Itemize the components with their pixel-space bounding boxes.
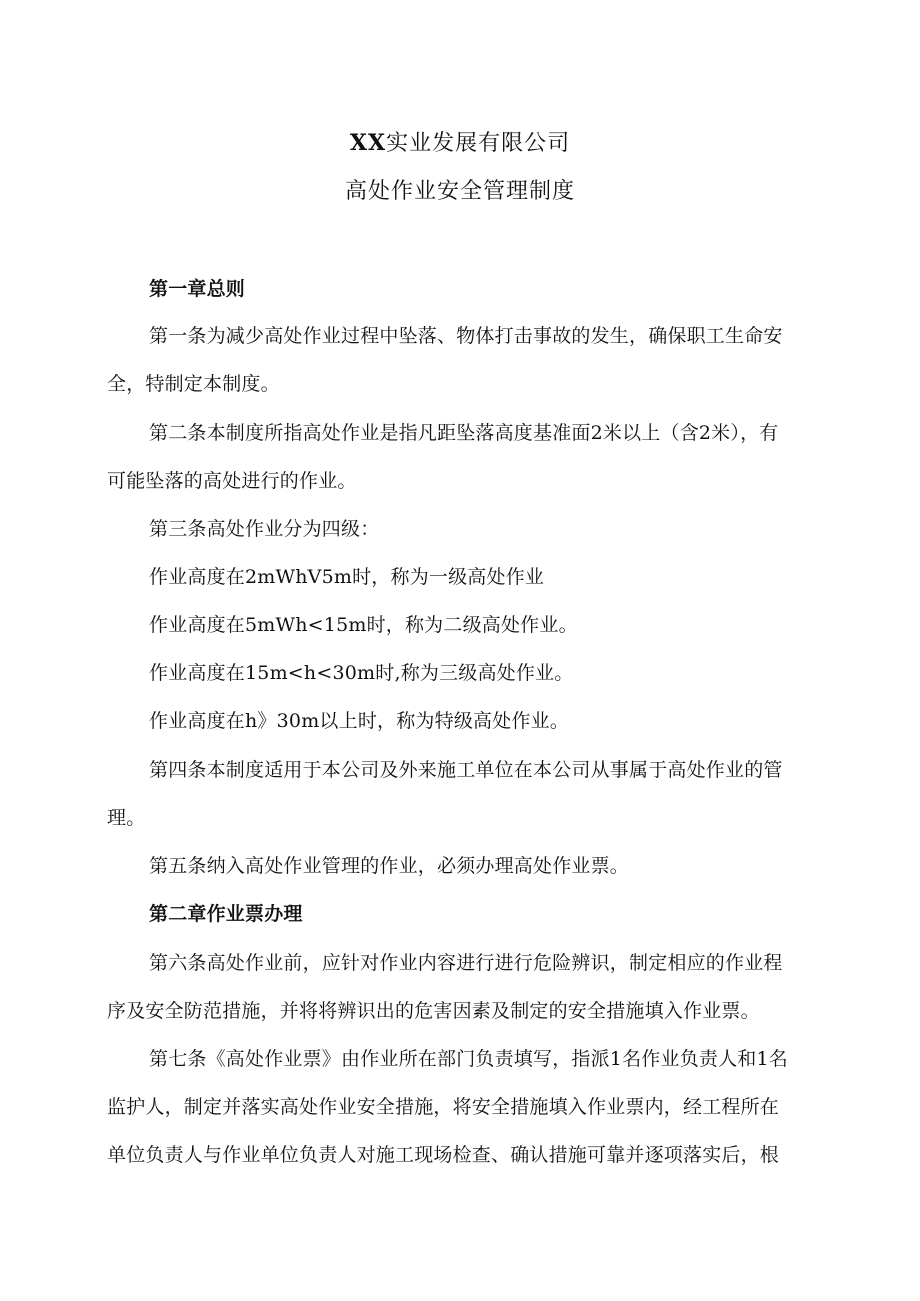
company-name: 实业发展有限公司: [386, 131, 571, 156]
paragraph-line: 序及安全防范措施，并将将辨识出的危害因素及制定的安全措施填入作业票。: [107, 1000, 760, 1022]
paragraph-line: 作业高度在5mWh<15m时，称为二级高处作业。: [149, 614, 578, 636]
paragraph-line: 理。: [107, 807, 146, 829]
document-subtitle: 高处作业安全管理制度: [344, 179, 575, 204]
paragraph-line: 作业高度在h》30m以上时，称为特级高处作业。: [149, 710, 570, 732]
company-name-prefix: XX: [349, 130, 387, 156]
paragraph-line: 第七条《高处作业票》由作业所在部门负责填写，指派1名作业负责人和1名: [149, 1048, 788, 1070]
chapter-heading: 第一章总则: [149, 278, 246, 300]
paragraph-line: 第一条为减少高处作业过程中坠落、物体打击事故的发生，确保职工生命安: [149, 325, 783, 347]
paragraph-line: 第二条本制度所指高处作业是指凡距坠落高度基准面2米以上（含2米），有: [149, 422, 779, 444]
paragraph-line: 第三条高处作业分为四级：: [149, 518, 380, 540]
paragraph-line: 监护人，制定并落实高处作业安全措施，将安全措施填入作业票内，经工程所在: [107, 1096, 780, 1118]
chapter-heading: 第二章作业票办理: [149, 903, 303, 925]
paragraph-line: 全，特制定本制度。: [107, 373, 280, 395]
paragraph-line: 第四条本制度适用于本公司及外来施工单位在本公司从事属于高处作业的管: [149, 759, 783, 781]
paragraph-line: 可能坠落的高处进行的作业。: [107, 470, 357, 492]
paragraph-line: 第六条高处作业前，应针对作业内容进行进行危险辨识，制定相应的作业程: [149, 952, 783, 974]
paragraph-line: 单位负责人与作业单位负责人对施工现场检查、确认措施可靠并逐项落实后，根: [107, 1144, 780, 1166]
document-title: [0, 126, 920, 157]
paragraph-line: 作业高度在15m<h<30m时,称为三级高处作业。: [149, 662, 574, 684]
paragraph-line: 作业高度在2mWhV5m时，称为一级高处作业: [149, 566, 545, 588]
paragraph-line: 第五条纳入高处作业管理的作业，必须办理高处作业票。: [149, 855, 630, 877]
